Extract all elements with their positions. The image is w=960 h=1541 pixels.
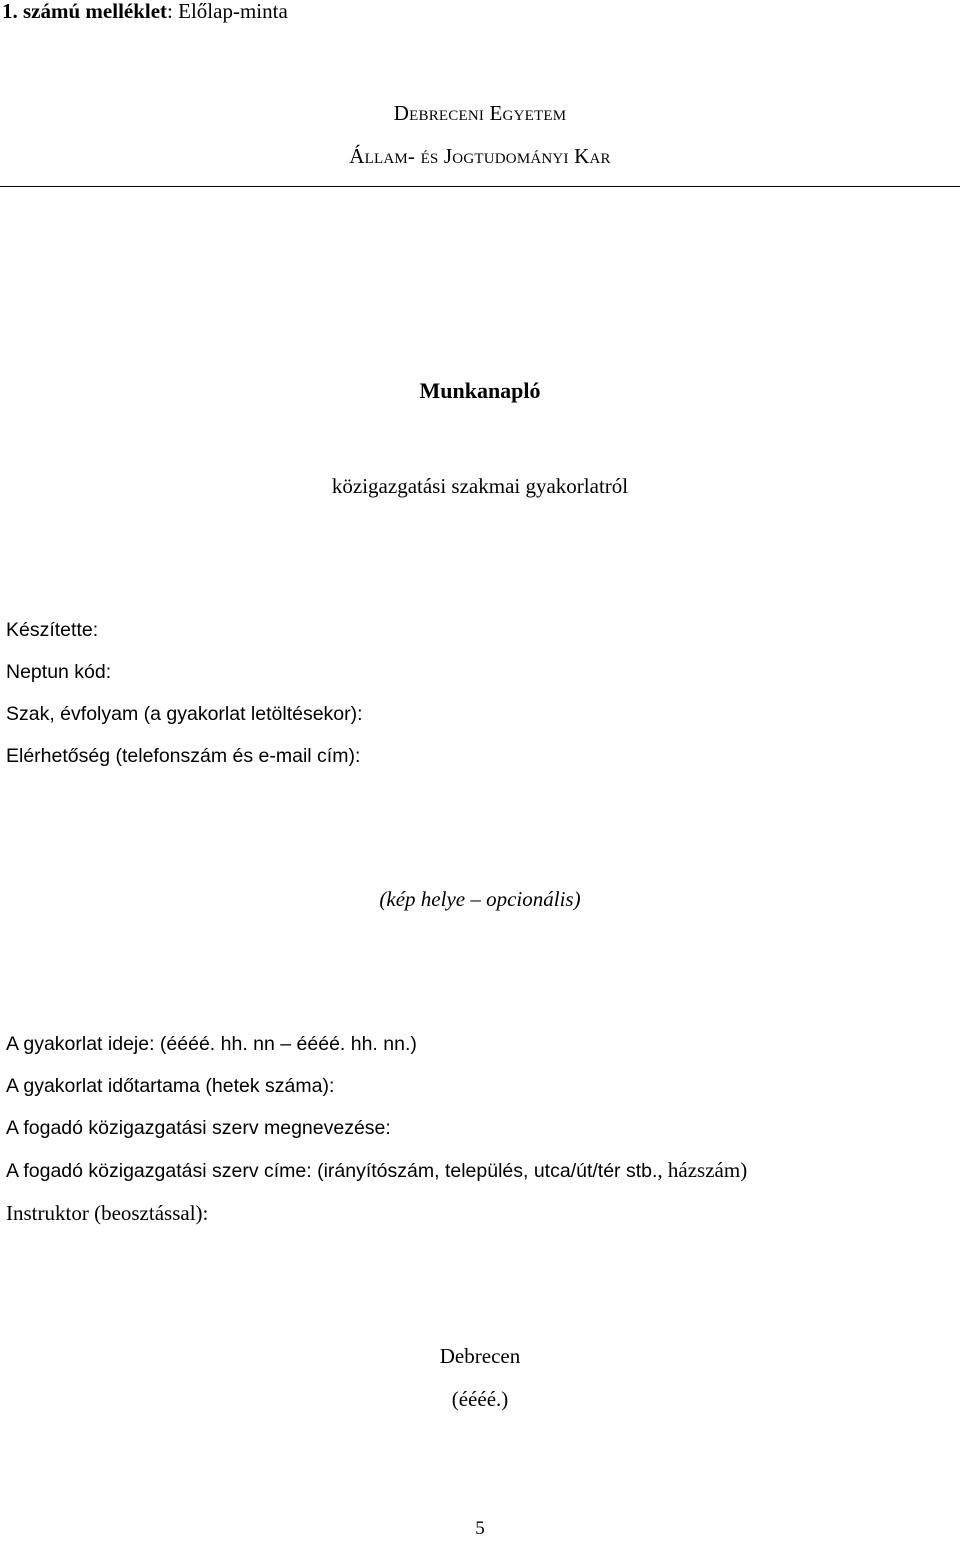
appendix-heading-rest: : Előlap-minta [167, 0, 288, 23]
host-address-label: A fogadó közigazgatási szerv címe: [6, 1160, 318, 1182]
document-title: Munkanapló [419, 378, 541, 403]
author-field-major-year: Szak, évfolyam (a gyakorlat letöltésekor): [6, 703, 363, 725]
header-divider [0, 186, 960, 187]
faculty-name: Állam- és Jogtudományi Kar [349, 144, 611, 168]
document-subtitle: közigazgatási szakmai gyakorlatról [331, 474, 629, 498]
page-number: 5 [475, 1518, 485, 1539]
practice-duration: A gyakorlat időtartama (hetek száma): [6, 1075, 335, 1097]
author-field-contact: Elérhetőség (telefonszám és e-mail cím): [6, 745, 361, 767]
host-address-tail: , házszám) [657, 1158, 748, 1182]
appendix-heading [2, 0, 288, 25]
instructor-field: Instruktor (beosztással): [6, 1201, 209, 1225]
author-field-neptun-code: Neptun kód: [6, 661, 112, 683]
footer-city: Debrecen [439, 1344, 521, 1368]
author-field-prepared-by: Készítette: [6, 619, 99, 641]
photo-placeholder: (kép helye – opcionális) [379, 887, 581, 911]
university-name: Debreceni Egyetem [393, 101, 567, 125]
footer-year: (éééé.) [451, 1387, 509, 1411]
host-address-hint: (irányítószám, település, utca/út/tér stb. [317, 1160, 658, 1182]
practice-period: A gyakorlat ideje: (éééé. hh. nn – éééé. hh. nn.) [6, 1033, 417, 1055]
appendix-heading-bold: 1. számú melléklet [2, 0, 168, 23]
host-organization-address [6, 1157, 747, 1184]
host-organization-name: A fogadó közigazgatási szerv megnevezése: [6, 1117, 391, 1139]
